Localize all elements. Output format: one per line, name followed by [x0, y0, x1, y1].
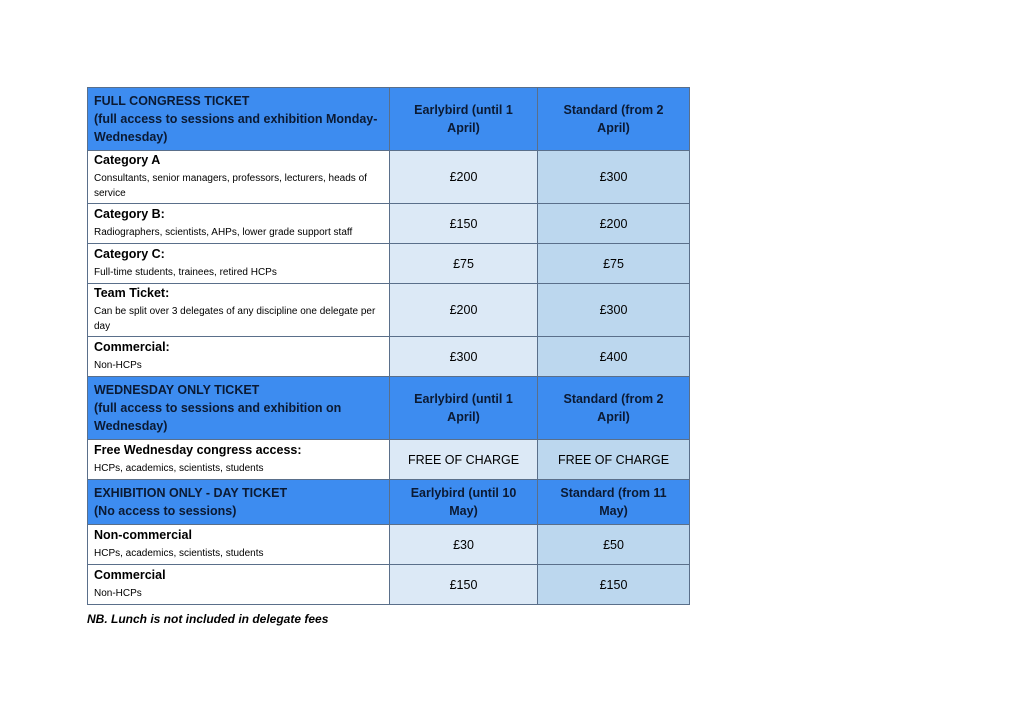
section-title: EXHIBITION ONLY - DAY TICKET: [94, 486, 288, 500]
standard-price: FREE OF CHARGE: [538, 440, 690, 480]
earlybird-price: £150: [390, 204, 538, 244]
category-name: Free Wednesday congress access:: [94, 443, 302, 457]
section-title-cell: [88, 377, 390, 440]
table-row: [88, 565, 690, 605]
standard-column-header: Standard (from 11 May): [538, 480, 690, 525]
section-subtitle: (full access to sessions and exhibition Monday-Wednesday): [94, 112, 378, 144]
table-row: [88, 284, 690, 337]
standard-price: £400: [538, 337, 690, 377]
standard-price: £300: [538, 284, 690, 337]
table-row: [88, 244, 690, 284]
table-row: [88, 337, 690, 377]
category-description: Consultants, senior managers, professors, lecturers, heads of service: [94, 173, 367, 199]
category-name: Commercial:: [94, 340, 170, 354]
category-name: Commercial: [94, 568, 166, 582]
section-title: FULL CONGRESS TICKET: [94, 94, 250, 108]
category-name: Category A: [94, 153, 161, 167]
section-title-cell: [88, 480, 390, 525]
earlybird-price: £75: [390, 244, 538, 284]
table-row: [88, 525, 690, 565]
category-description: HCPs, academics, scientists, students: [94, 548, 264, 559]
section-header-full-congress: [88, 88, 690, 151]
category-description: Can be split over 3 delegates of any discipline one delegate per day: [94, 306, 376, 332]
category-name: Non-commercial: [94, 528, 192, 542]
registration-fees-table: [87, 87, 690, 605]
standard-price: £75: [538, 244, 690, 284]
earlybird-price: £150: [390, 565, 538, 605]
category-name: Team Ticket:: [94, 286, 170, 300]
earlybird-price: £200: [390, 151, 538, 204]
earlybird-column-header: Earlybird (until 1 April): [390, 377, 538, 440]
section-header-wednesday-only: [88, 377, 690, 440]
earlybird-price: £30: [390, 525, 538, 565]
earlybird-price: FREE OF CHARGE: [390, 440, 538, 480]
category-description: Radiographers, scientists, AHPs, lower grade support staff: [94, 227, 353, 238]
earlybird-price: £200: [390, 284, 538, 337]
standard-price: £150: [538, 565, 690, 605]
section-subtitle: (full access to sessions and exhibition on Wednesday): [94, 401, 342, 433]
standard-price: £300: [538, 151, 690, 204]
standard-price: £200: [538, 204, 690, 244]
table-row: [88, 204, 690, 244]
category-description: HCPs, academics, scientists, students: [94, 463, 264, 474]
standard-column-header: Standard (from 2 April): [538, 88, 690, 151]
earlybird-column-header: Earlybird (until 10 May): [390, 480, 538, 525]
section-title: WEDNESDAY ONLY TICKET: [94, 383, 260, 397]
standard-column-header: Standard (from 2 April): [538, 377, 690, 440]
category-description: Non-HCPs: [94, 360, 142, 371]
category-description: Non-HCPs: [94, 588, 142, 599]
section-header-exhibition-only: [88, 480, 690, 525]
earlybird-price: £300: [390, 337, 538, 377]
standard-price: £50: [538, 525, 690, 565]
category-name: Category C:: [94, 247, 165, 261]
category-name: Category B:: [94, 207, 165, 221]
section-title-cell: [88, 88, 390, 151]
section-subtitle: (No access to sessions): [94, 504, 237, 518]
table-row: [88, 440, 690, 480]
category-description: Full-time students, trainees, retired HCPs: [94, 267, 277, 278]
earlybird-column-header: Earlybird (until 1 April): [390, 88, 538, 151]
lunch-note: NB. Lunch is not included in delegate fees: [87, 612, 329, 626]
table-row: [88, 151, 690, 204]
